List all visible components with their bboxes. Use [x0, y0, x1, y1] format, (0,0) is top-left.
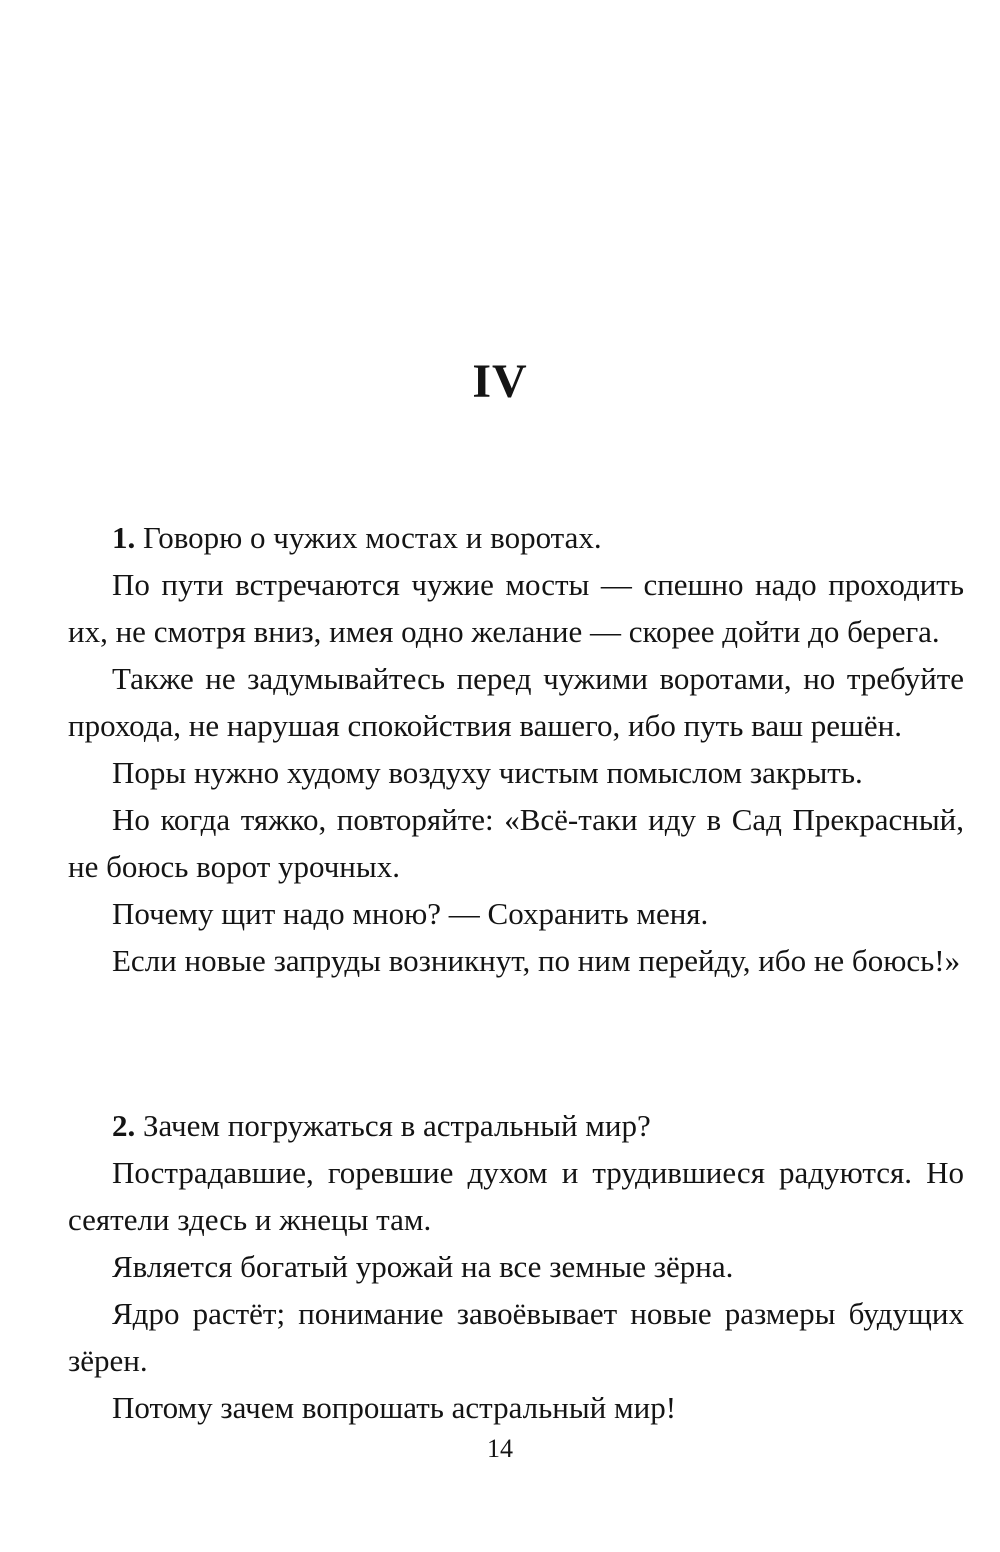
section-1 [68, 514, 964, 984]
paragraph: Если новые запруды возникнут, по ним перейду, ибо не боюсь!» [112, 943, 961, 978]
paragraph: Но когда тяжко, повторяйте: «Всё-таки иду в Сад Прекрасный, не боюсь ворот урочных. [68, 802, 964, 884]
section-2 [68, 1102, 964, 1431]
section-1-heading [68, 514, 964, 561]
paragraph: Ядро растёт; понимание завоёвывает новые размеры будущих зёрен. [68, 1296, 964, 1378]
section-lead: Говорю о чужих мостах и воротах. [143, 520, 602, 555]
paragraph: Почему щит надо мною? — Сохранить меня. [112, 896, 709, 931]
paragraph: Поры нужно худому воздуху чистым помыслом закрыть. [112, 755, 863, 790]
paragraph: По пути встречаются чужие мосты — спешно надо проходить их, не смотря вниз, имея одно желание — скорее дойти до берега. [68, 567, 964, 649]
section-number: 2. [112, 1108, 136, 1143]
paragraph: Также не задумывайтесь перед чужими воротами, но требуйте прохода, не нарушая спокойствия вашего, ибо путь ваш решён. [68, 661, 964, 743]
paragraph: Потому зачем вопрошать астральный мир! [112, 1390, 677, 1425]
chapter-title: IV [472, 355, 528, 408]
section-lead: Зачем погружаться в астральный мир? [143, 1108, 651, 1143]
section-number: 1. [112, 520, 136, 555]
paragraph: Пострадавшие, горевшие духом и трудившиеся радуются. Но сеятели здесь и жнецы там. [68, 1155, 964, 1237]
section-2-heading [68, 1102, 964, 1149]
page-number: 14 [487, 1434, 513, 1463]
paragraph: Является богатый урожай на все земные зёрна. [112, 1249, 734, 1284]
